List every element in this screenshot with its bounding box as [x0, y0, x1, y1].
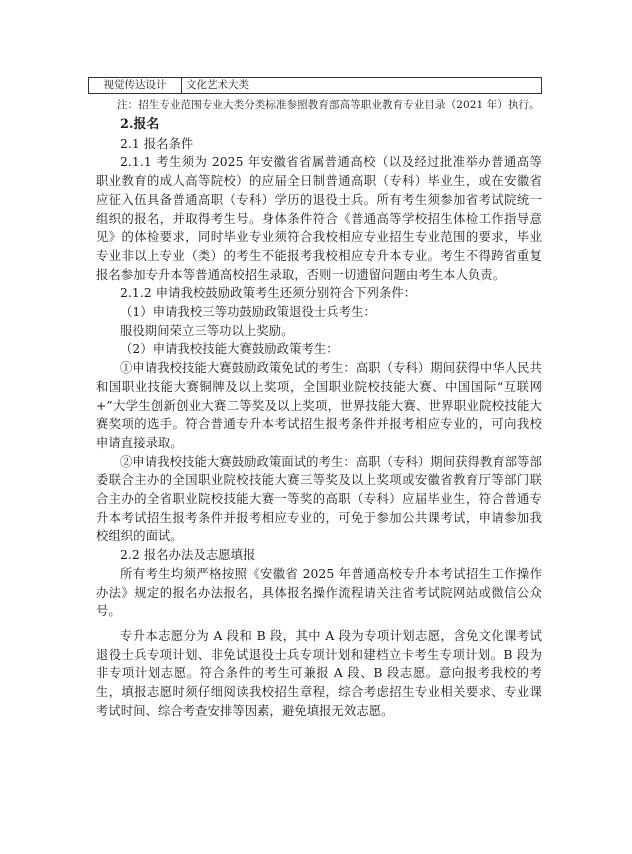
paragraph-2-1-1: 2.1.1 考生须为 2025 年安徽省省属普通高校（以及经过批准举办普通高等职业教育的成人高等院校）的应届全日制普通高职（专科）毕业生，或在安徽省应征入伍具备普通高职（专科）学历的退役士兵。所有考生须参加省考试院统一组织的报名，并取得考生号。身体条件符合《普通高等学校招生体检工作指导意见》的体检要求，同时毕业专业须符合我校相应专业招生专业范围的要求，毕业专业非以上专业（类）的考生不能报考我校相应专升本专业。考生不得跨省重复报名参加专升本等普通高校招生录取，否则一切遗留问题由考生本人负责。: [96, 155, 542, 282]
item-2-title: （2）申请我校技能大赛鼓励政策考生：: [120, 342, 339, 357]
paragraph-2-1-2: 2.1.2 申请我校鼓励政策考生还须分别符合下列条件：: [120, 286, 417, 301]
item-1-title: （1）申请我校三等功鼓励政策退役士兵考生：: [120, 305, 376, 320]
item-2-a: ①申请我校技能大赛鼓励政策免试的考生：高职（专科）期间获得中华人民共和国职业技能大赛铜牌及以上奖项，全国职业院校技能大赛、中国国际“互联网+”大学生创新创业大赛二等奖及以上奖项，世界技能大赛、世界职业院校技能大赛奖项的选手。符合普通专升本考试招生报考条件并报考相应专业的，可向我校申请直接录取。: [96, 361, 542, 450]
category-cell: 文化艺术大类: [182, 78, 542, 94]
subsection-2-2-heading: 2.2 报名办法及志愿填报: [120, 548, 256, 563]
section-heading: 2.报名: [120, 117, 160, 132]
item-1-body: 服役期间荣立三等功以上奖励。: [120, 323, 294, 338]
major-table-row: [88, 77, 542, 94]
subsection-2-1-heading: 2.1 报名条件: [120, 136, 194, 151]
table-note: 注：招生专业范围专业大类分类标准参照教育部高等职业教育专业目录（2021 年）执行。: [117, 99, 540, 111]
paragraph-2-2-2: 专升本志愿分为 A 段和 B 段，其中 A 段为专项计划志愿，含免文化课考试退役士兵专项计划、非免试退役士兵专项计划和建档立卡考生专项计划。B 段为非专项计划志愿。符合条件的考生可兼报 A 段、B 段志愿。意向报考我校的考生，填报志愿时须仔细阅读我校招生章程，综合考虑招生专业相关要求、专业课考试时间、综合考查安排等因素，避免填报无效志愿。: [96, 628, 542, 718]
item-2-b: ②申请我校技能大赛鼓励政策面试的考生：高职（专科）期间获得教育部等部委联合主办的全国职业院校技能大赛三等奖及以上奖项或安徽省教育厅等部门联合主办的全省职业院校技能大赛一等奖的高职（专科）应届毕业生，符合普通专升本考试招生报考条件并报考相应专业的，可免于参加公共课考试，申请参加我校组织的面试。: [96, 454, 542, 544]
document-body: [96, 98, 542, 721]
major-cell: 视觉传达设计: [89, 78, 182, 94]
paragraph-2-2-1: 所有考生均须严格按照《安徽省 2025 年普通高校专升本考试招生工作操作办法》规定的报名办法报名，具体报名操作流程请关注省考试院网站或微信公众号。: [96, 566, 542, 619]
table-row: [89, 78, 542, 94]
